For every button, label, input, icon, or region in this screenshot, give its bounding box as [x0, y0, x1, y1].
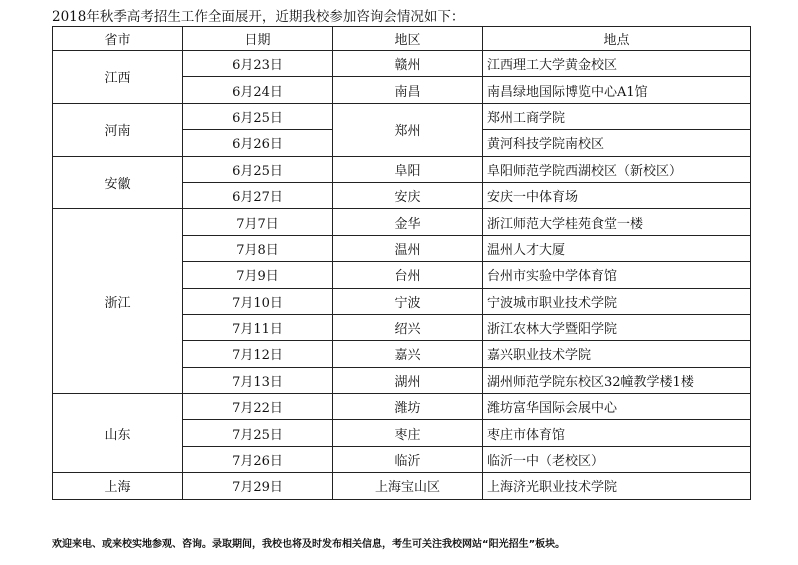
date-cell: 6月26日 — [183, 130, 333, 156]
location-cell: 郑州工商学院 — [483, 103, 751, 129]
header-location: 地点 — [483, 27, 751, 51]
date-cell: 7月8日 — [183, 235, 333, 261]
date-cell: 7月22日 — [183, 394, 333, 420]
location-cell: 潍坊富华国际会展中心 — [483, 394, 751, 420]
date-cell: 7月26日 — [183, 446, 333, 472]
date-cell: 7月11日 — [183, 314, 333, 340]
region-cell: 金华 — [333, 209, 483, 235]
location-cell: 上海济光职业技术学院 — [483, 473, 751, 499]
footer-note: 欢迎来电、或来校实地参观、咨询。录取期间，我校也将及时发布相关信息，考生可关注我校网站“阳光招生”板块。 — [52, 539, 566, 550]
location-cell: 湖州师范学院东校区32幢教学楼1楼 — [483, 367, 751, 393]
location-cell: 台州市实验中学体育馆 — [483, 262, 751, 288]
region-cell: 温州 — [333, 235, 483, 261]
region-cell: 潍坊 — [333, 394, 483, 420]
header-region: 地区 — [333, 27, 483, 51]
region-cell: 南昌 — [333, 77, 483, 103]
region-cell: 安庆 — [333, 182, 483, 208]
location-cell: 温州人才大厦 — [483, 235, 751, 261]
location-cell: 浙江师范大学桂苑食堂一楼 — [483, 209, 751, 235]
table-row — [53, 209, 751, 235]
table-row — [53, 394, 751, 420]
header-row — [53, 27, 751, 51]
region-cell: 嘉兴 — [333, 341, 483, 367]
date-cell: 7月12日 — [183, 341, 333, 367]
consultation-schedule-table — [52, 26, 751, 500]
schedule-body — [53, 51, 751, 500]
region-cell: 上海宝山区 — [333, 473, 483, 499]
date-cell: 6月27日 — [183, 182, 333, 208]
region-cell: 绍兴 — [333, 314, 483, 340]
province-cell: 浙江 — [53, 209, 183, 394]
location-cell: 浙江农林大学暨阳学院 — [483, 314, 751, 340]
table-row — [53, 103, 751, 129]
region-cell: 阜阳 — [333, 156, 483, 182]
date-cell: 7月25日 — [183, 420, 333, 446]
location-cell: 枣庄市体育馆 — [483, 420, 751, 446]
location-cell: 阜阳师范学院西湖校区（新校区） — [483, 156, 751, 182]
date-cell: 7月10日 — [183, 288, 333, 314]
province-cell: 江西 — [53, 51, 183, 104]
date-cell: 7月9日 — [183, 262, 333, 288]
region-cell: 宁波 — [333, 288, 483, 314]
date-cell: 7月7日 — [183, 209, 333, 235]
location-cell: 临沂一中（老校区） — [483, 446, 751, 472]
region-cell: 枣庄 — [333, 420, 483, 446]
table-row — [53, 51, 751, 77]
region-cell: 临沂 — [333, 446, 483, 472]
location-cell: 宁波城市职业技术学院 — [483, 288, 751, 314]
region-cell: 郑州 — [333, 103, 483, 156]
location-cell: 南昌绿地国际博览中心A1馆 — [483, 77, 751, 103]
table-row — [53, 473, 751, 499]
region-cell: 台州 — [333, 262, 483, 288]
region-cell: 湖州 — [333, 367, 483, 393]
location-cell: 安庆一中体育场 — [483, 182, 751, 208]
region-cell: 赣州 — [333, 51, 483, 77]
date-cell: 7月29日 — [183, 473, 333, 499]
table-row — [53, 156, 751, 182]
date-cell: 6月25日 — [183, 156, 333, 182]
date-cell: 6月24日 — [183, 77, 333, 103]
date-cell: 7月13日 — [183, 367, 333, 393]
header-province: 省市 — [53, 27, 183, 51]
location-cell: 嘉兴职业技术学院 — [483, 341, 751, 367]
date-cell: 6月23日 — [183, 51, 333, 77]
intro-text: 2018年秋季高考招生工作全面展开，近期我校参加咨询会情况如下： — [52, 9, 465, 25]
header-date: 日期 — [183, 27, 333, 51]
province-cell: 安徽 — [53, 156, 183, 209]
province-cell: 上海 — [53, 473, 183, 499]
province-cell: 河南 — [53, 103, 183, 156]
date-cell: 6月25日 — [183, 103, 333, 129]
location-cell: 江西理工大学黄金校区 — [483, 51, 751, 77]
province-cell: 山东 — [53, 394, 183, 473]
location-cell: 黄河科技学院南校区 — [483, 130, 751, 156]
